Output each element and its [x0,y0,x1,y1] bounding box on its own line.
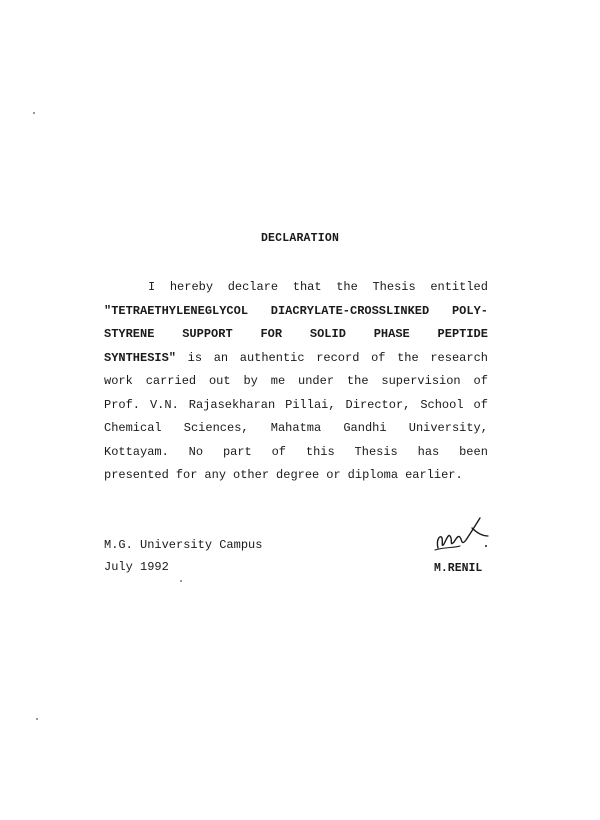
word: degree [276,468,320,482]
word: Sciences, [183,421,249,435]
date-line: July 1992 [104,560,169,574]
word: the [397,350,419,365]
word: Thesis [354,444,398,459]
thesis-title-word: "TETRAETHYLENEGLYCOL [104,303,249,318]
thesis-title-word: DIACRYLATE-CROSSLINKED [270,303,430,318]
word: research [430,350,488,365]
thesis-title-word: SUPPORT [182,327,233,341]
signatory-name: M.RENIL [434,562,483,575]
page-title: DECLARATION [260,232,340,245]
word: of [371,350,386,365]
word: part [222,444,252,459]
word: by [243,374,258,388]
handwritten-signature [432,514,492,556]
word: Rajasekharan [188,397,276,412]
word: Director, [345,397,411,412]
word: work [104,374,133,388]
word: I [148,280,156,294]
thesis-title-word: STYRENE [104,327,155,341]
word: an [213,350,229,365]
word: Chemical [104,421,162,435]
place-line: M.G. University Campus [104,538,263,552]
word: Pillai, [285,397,336,412]
word: of [271,444,287,459]
scan-speck [33,112,35,114]
word: other [233,468,270,482]
thesis-title-word: SYNTHESIS" [104,350,177,365]
thesis-title-word: PEPTIDE [437,327,488,341]
word: has [417,444,440,459]
declaration-body [104,276,488,488]
word: out [208,374,231,388]
word: Thesis [372,280,416,294]
thesis-title-word: POLY- [451,303,488,318]
word: this [305,444,335,459]
word: Prof. [104,397,141,412]
body-line [104,370,488,394]
word: carried [145,374,197,388]
thesis-title-word: FOR [260,327,283,341]
body-line [104,394,488,418]
word: V.N. [149,397,179,412]
word: authentic [239,350,305,365]
body-line [104,441,488,465]
body-line [104,323,488,347]
word: me [270,374,286,388]
word: any [204,468,227,482]
scan-speck [180,580,182,582]
word: diploma [347,468,399,482]
word: Gandhi [343,421,387,435]
body-line [104,464,488,488]
word: earlier. [405,468,463,482]
scan-speck [36,718,38,720]
word: the [336,280,358,294]
thesis-title-word: SOLID [309,327,346,341]
word: presented [104,468,169,482]
word: for [175,468,198,482]
word: record [316,350,360,365]
word: Mahatma [270,421,322,435]
word: the [346,374,369,388]
word: declare [227,280,279,294]
body-line [104,300,488,324]
word: School [420,397,464,412]
word: that [292,280,322,294]
body-line [104,347,488,371]
word: is [187,350,203,365]
word: or [326,468,341,482]
word: under [298,374,335,388]
word: entitled [430,280,488,294]
word: No [188,444,204,459]
thesis-title-word: PHASE [373,327,410,341]
word: of [473,374,488,388]
body-line [104,276,488,300]
word: University, [408,421,488,435]
word: been [459,444,488,459]
body-line [104,417,488,441]
word: hereby [169,280,214,294]
word: Kottayam. [104,444,169,459]
word: supervision [381,374,461,388]
word: of [473,397,488,412]
